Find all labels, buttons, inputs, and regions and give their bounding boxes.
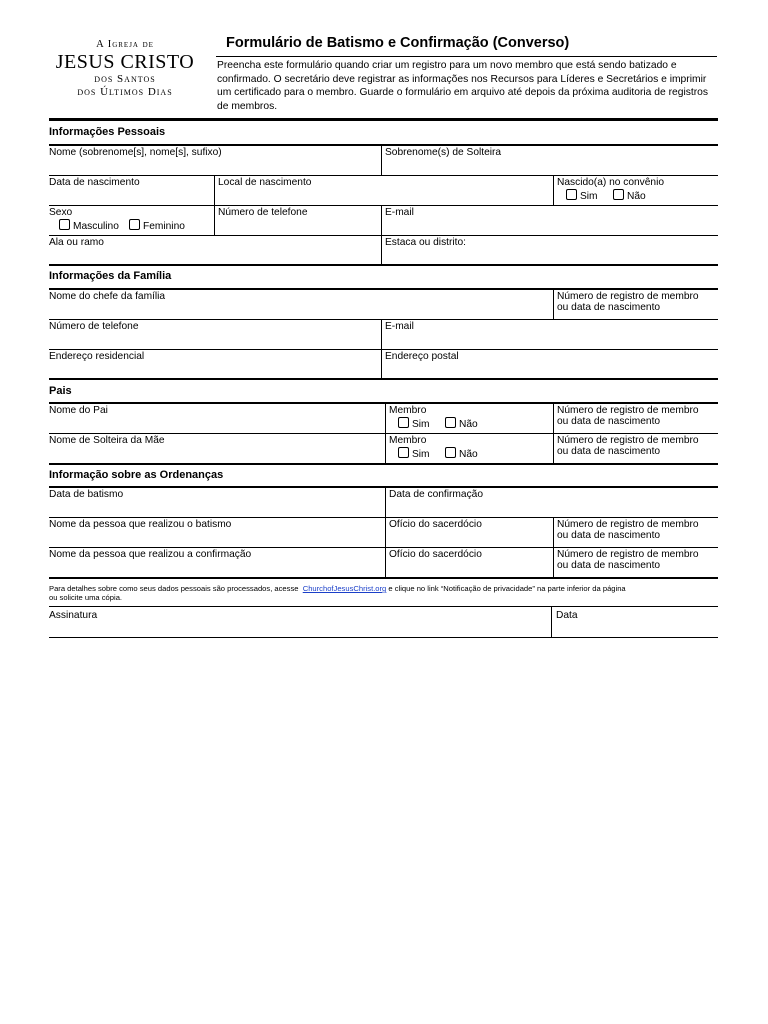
- field-birth-date[interactable]: Data de nascimento: [49, 177, 140, 188]
- divider: [385, 547, 386, 577]
- row-rule: [49, 319, 718, 320]
- privacy-text: Para detalhes sobre como seus dados pessoais são processados, acesse: [49, 584, 299, 593]
- field-mother-record[interactable]: [557, 435, 699, 457]
- section-ordinances-heading: Informação sobre as Ordenanças: [49, 469, 224, 481]
- checkbox-icon[interactable]: [398, 447, 409, 458]
- label-line: Número de registro de membro: [557, 519, 699, 530]
- mother-member-yes[interactable]: [398, 447, 430, 460]
- church-logo: [50, 38, 200, 98]
- section-rule: [49, 264, 718, 266]
- divider: [385, 517, 386, 547]
- divider: [381, 349, 382, 379]
- divider: [381, 205, 382, 235]
- checkbox-icon[interactable]: [59, 219, 70, 230]
- field-head-of-family[interactable]: Nome do chefe da família: [49, 291, 166, 302]
- row-rule: [49, 175, 718, 176]
- row-rule: [49, 205, 718, 206]
- checkbox-icon[interactable]: [129, 219, 140, 230]
- field-baptizer-office[interactable]: Ofício do sacerdócio: [389, 519, 482, 530]
- option-label: Sim: [412, 449, 430, 460]
- field-postal-address[interactable]: Endereço postal: [385, 351, 459, 362]
- row-rule: [49, 235, 718, 236]
- field-baptism-date[interactable]: Data de batismo: [49, 489, 124, 500]
- section-rule: [49, 577, 718, 579]
- checkbox-icon[interactable]: [445, 417, 456, 428]
- divider: [553, 547, 554, 577]
- label-line: ou data de nascimento: [557, 446, 661, 457]
- label-mother-member: Membro: [389, 435, 427, 446]
- field-confirmer-record[interactable]: [557, 549, 699, 571]
- father-member-yes[interactable]: [398, 417, 430, 430]
- option-label: Não: [627, 191, 646, 202]
- signature-bottom-rule: [49, 637, 718, 638]
- logo-line-3: dos Santos: [94, 72, 156, 85]
- label-line: ou data de nascimento: [557, 560, 661, 571]
- field-confirmer-name[interactable]: Nome da pessoa que realizou a confirmação: [49, 549, 252, 560]
- father-member-no[interactable]: [445, 417, 478, 430]
- divider: [553, 403, 554, 433]
- option-label: Não: [459, 419, 478, 430]
- label-line: Número de registro de membro: [557, 291, 699, 302]
- label-line: Número de registro de membro: [557, 405, 699, 416]
- divider: [214, 175, 215, 205]
- label-father-member: Membro: [389, 405, 427, 416]
- field-name[interactable]: Nome (sobrenome[s], nome[s], sufixo): [49, 147, 222, 158]
- field-stake[interactable]: Estaca ou distrito:: [385, 237, 466, 248]
- label-line: Número de registro de membro: [557, 549, 699, 560]
- field-father-name[interactable]: Nome do Pai: [49, 405, 108, 416]
- logo-line-2: JESUS CRISTO: [55, 50, 195, 73]
- divider: [385, 487, 386, 517]
- option-label: Sim: [580, 191, 598, 202]
- field-signature[interactable]: Assinatura: [49, 610, 98, 621]
- option-label: Sim: [412, 419, 430, 430]
- label-born-covenant: Nascido(a) no convênio: [557, 177, 665, 188]
- field-head-record[interactable]: [557, 291, 699, 313]
- checkbox-icon[interactable]: [445, 447, 456, 458]
- section-parents-heading: Pais: [49, 385, 72, 397]
- label-line: ou data de nascimento: [557, 530, 661, 541]
- option-label: Masculino: [73, 221, 119, 232]
- checkbox-icon[interactable]: [398, 417, 409, 428]
- option-label: Não: [459, 449, 478, 460]
- label-line: ou data de nascimento: [557, 416, 661, 427]
- row-rule: [49, 547, 718, 548]
- signature-top-rule: [49, 606, 718, 607]
- divider: [551, 607, 552, 637]
- born-covenant-no[interactable]: [613, 189, 646, 202]
- section-family-heading: Informações da Família: [49, 270, 172, 282]
- divider: [381, 145, 382, 175]
- privacy-link[interactable]: ChurchofJesusChrist.org: [302, 584, 387, 593]
- row-rule: [49, 349, 718, 350]
- personal-top-rule: [49, 144, 718, 146]
- logo-line-4: dos Últimos Dias: [77, 85, 173, 98]
- checkbox-icon[interactable]: [566, 189, 577, 200]
- field-ward[interactable]: Ala ou ramo: [49, 237, 104, 248]
- divider: [214, 205, 215, 235]
- option-label: Feminino: [143, 221, 185, 232]
- divider: [553, 175, 554, 205]
- sex-female[interactable]: [129, 219, 185, 232]
- section-rule: [49, 378, 718, 380]
- field-signature-date[interactable]: Data: [556, 610, 578, 621]
- privacy-text: ou solicite uma cópia.: [49, 592, 123, 602]
- born-covenant-yes[interactable]: [566, 189, 598, 202]
- field-maiden-name[interactable]: Sobrenome(s) de Solteira: [385, 147, 502, 158]
- field-baptizer-name[interactable]: Nome da pessoa que realizou o batismo: [49, 519, 232, 530]
- divider: [385, 403, 386, 433]
- title-rule: [216, 56, 717, 57]
- mother-member-no[interactable]: [445, 447, 478, 460]
- logo-line-1: A Igreja de: [96, 39, 154, 50]
- divider: [553, 433, 554, 463]
- divider: [381, 319, 382, 349]
- ordinances-top-rule: [49, 486, 718, 488]
- section-rule: [49, 463, 718, 465]
- field-confirmer-office[interactable]: Ofício do sacerdócio: [389, 549, 482, 560]
- field-family-phone[interactable]: Número de telefone: [49, 321, 139, 332]
- field-family-email[interactable]: E-mail: [385, 321, 414, 332]
- privacy-text: e clique no link “Notificação de privacidade” na parte inferior da página: [388, 584, 626, 593]
- sex-male[interactable]: [59, 219, 119, 232]
- field-home-address[interactable]: Endereço residencial: [49, 351, 145, 362]
- field-father-record[interactable]: [557, 405, 699, 427]
- field-confirmation-date[interactable]: Data de confirmação: [389, 489, 484, 500]
- row-rule: [49, 517, 718, 518]
- field-email[interactable]: E-mail: [385, 207, 414, 218]
- intro-text: Preencha este formulário quando criar um registro para um novo membro que está sendo batizado e confirmado. O secretário deve registrar as informações nos Recursos para Líderes e Secretários e imprimir um certificado para o membro. Guarde o formulário em arquivo até depois da próxima auditoria de registros de membros.: [217, 60, 709, 112]
- privacy-notice: [49, 585, 719, 603]
- field-phone[interactable]: Número de telefone: [218, 207, 308, 218]
- divider: [385, 433, 386, 463]
- row-rule: [49, 433, 718, 434]
- divider: [553, 289, 554, 319]
- field-mother-name[interactable]: Nome de Solteira da Mãe: [49, 435, 165, 446]
- checkbox-icon[interactable]: [613, 189, 624, 200]
- divider: [381, 235, 382, 265]
- field-baptizer-record[interactable]: [557, 519, 699, 541]
- form-title: Formulário de Batismo e Confirmação (Converso): [226, 35, 570, 51]
- field-birth-place[interactable]: Local de nascimento: [218, 177, 312, 188]
- label-line: Número de registro de membro: [557, 435, 699, 446]
- label-sex: Sexo: [49, 207, 73, 218]
- section-personal-heading: Informações Pessoais: [49, 126, 166, 138]
- parents-top-rule: [49, 402, 718, 404]
- label-line: ou data de nascimento: [557, 302, 661, 313]
- divider: [553, 517, 554, 547]
- family-top-rule: [49, 288, 718, 290]
- header-rule: [49, 118, 718, 121]
